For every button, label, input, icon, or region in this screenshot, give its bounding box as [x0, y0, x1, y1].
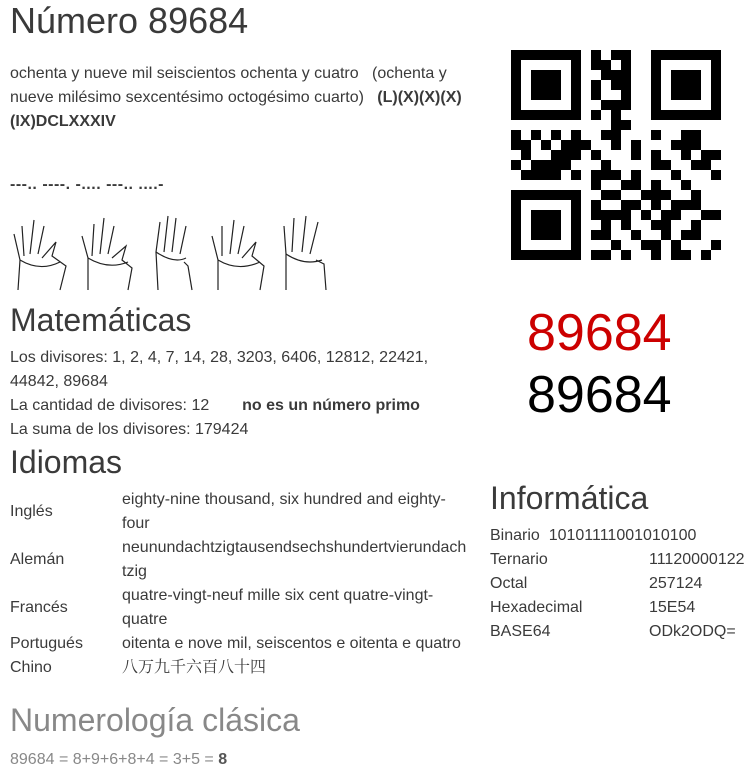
- big-number-red: 89684: [527, 304, 672, 362]
- divisors-label: Los divisores:: [10, 349, 108, 366]
- number-words: [10, 62, 476, 134]
- languages-table: [10, 488, 480, 680]
- computing-row: [490, 596, 750, 620]
- language-row: [10, 584, 480, 632]
- morse-code: ---.. ----. -.... ---.. ....-: [10, 176, 165, 193]
- language-row: [10, 488, 480, 536]
- computing-name: Binario: [490, 527, 540, 544]
- computing-section-title: Informática: [490, 480, 649, 516]
- computing-name: Octal: [490, 575, 528, 592]
- computing-value: 11120000122: [649, 551, 745, 568]
- computing-row: [490, 524, 750, 548]
- languages-section-title: Idiomas: [10, 444, 123, 480]
- computing-row: [490, 620, 750, 644]
- words-spanish: ochenta y nueve mil seiscientos ochenta y cuatro: [10, 65, 359, 82]
- language-row: [10, 536, 480, 584]
- math-section-title: Matemáticas: [10, 302, 192, 338]
- hand-9-icon: [82, 218, 132, 290]
- divisor-sum-value: 179424: [194, 421, 249, 438]
- divisors-line: [10, 346, 480, 394]
- language-name: Chino: [10, 659, 52, 676]
- numerology-result: 8: [218, 751, 228, 768]
- hand-8b-icon: [212, 220, 264, 290]
- numerology-section-title: Numerología clásica: [10, 702, 300, 738]
- language-value: neunundachtzigtausendsechshundertvierundachtzig: [122, 539, 467, 580]
- computing-value: 257124: [649, 575, 703, 592]
- divisor-count-label: La cantidad de divisores:: [10, 397, 187, 414]
- divisor-sum-label: La suma de los divisores:: [10, 421, 191, 438]
- numerology-formula: 89684 = 8+9+6+8+4 = 3+5 =: [10, 751, 214, 768]
- language-value: oitenta e nove mil, seiscentos e oitenta e quatro: [122, 635, 461, 652]
- numerology-line: [10, 748, 227, 772]
- computing-value: ODk2ODQ=: [649, 623, 736, 640]
- divisor-count-line: [10, 394, 480, 418]
- computing-value: 15E54: [649, 599, 696, 616]
- divisor-sum-line: [10, 418, 480, 442]
- language-row: [10, 632, 480, 656]
- math-section: [10, 346, 480, 442]
- sign-language-hands: [10, 212, 340, 292]
- computing-name: Ternario: [490, 551, 548, 568]
- computing-row: [490, 548, 750, 572]
- computing-row: [490, 572, 750, 596]
- computing-value: 10101111001010100: [548, 527, 697, 544]
- language-value: quatre-vingt-neuf mille six cent quatre-vingt-quatre: [122, 587, 434, 628]
- ordinal-spanish: (ochenta y nueve milésimo sexcentésimo octogésimo cuarto): [10, 65, 447, 106]
- computing-name: BASE64: [490, 623, 551, 640]
- language-name: Alemán: [10, 551, 65, 568]
- big-number-black: 89684: [527, 366, 672, 424]
- language-name: Portugués: [10, 635, 83, 652]
- divisor-count-value: 12: [191, 397, 210, 414]
- hand-6-icon: [156, 216, 192, 290]
- language-value: eighty-nine thousand, six hundred and eighty-four: [122, 491, 446, 532]
- divisors-value: 1, 2, 4, 7, 14, 28, 3203, 6406, 12812, 22421, 44842, 89684: [10, 349, 429, 390]
- language-value: 八万九千六百八十四: [122, 659, 267, 676]
- language-name: Francés: [10, 599, 68, 616]
- prime-note: no es un número primo: [242, 397, 420, 414]
- computing-name: Hexadecimal: [490, 599, 583, 616]
- page-title: Número 89684: [10, 0, 249, 41]
- language-row: [10, 656, 480, 680]
- computing-table: [490, 524, 750, 644]
- roman-numeral: (L)(X)(X)(X)(IX)DCLXXXIV: [10, 89, 462, 130]
- hand-8-icon: [14, 220, 66, 290]
- language-name: Inglés: [10, 503, 53, 520]
- hand-4-icon: [284, 216, 326, 290]
- qr-code-icon: [511, 50, 721, 260]
